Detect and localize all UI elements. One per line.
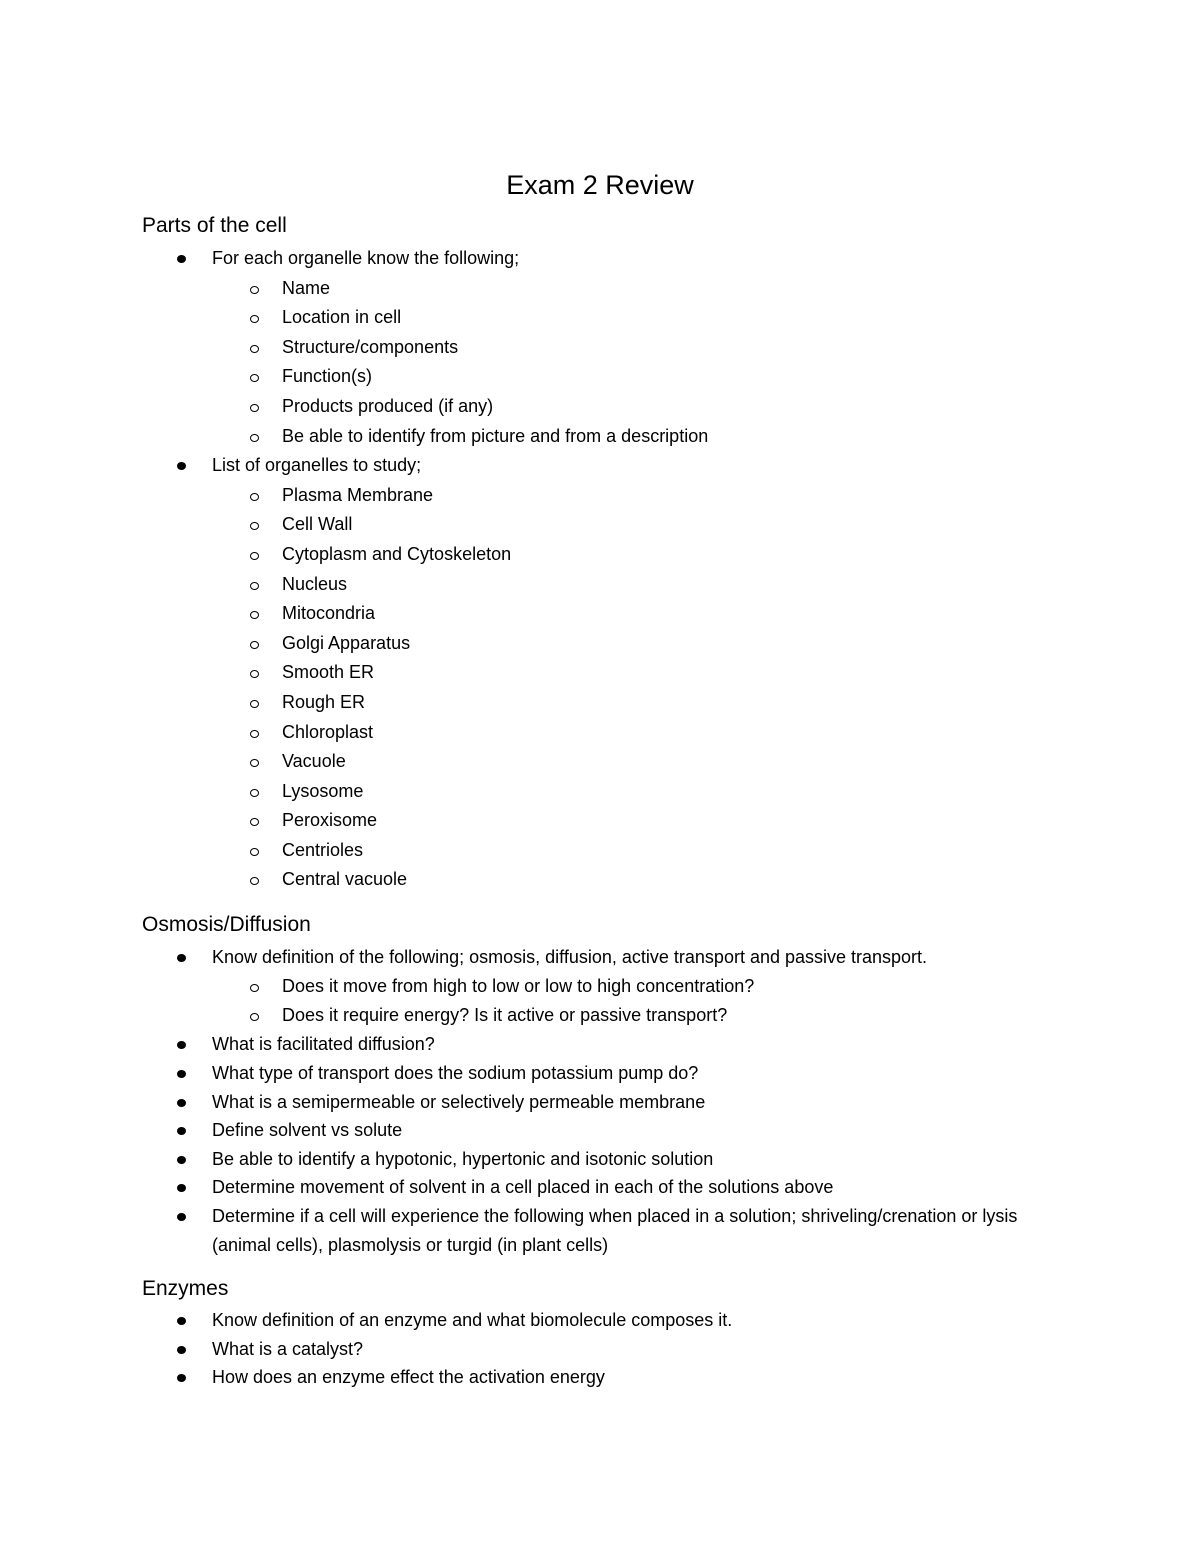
sub-list-item: Vacuole	[0, 747, 1072, 777]
section-heading-enzymes: Enzymes	[142, 1277, 229, 1300]
circle-bullet-icon	[250, 848, 259, 856]
circle-bullet-icon	[250, 789, 259, 797]
sub-list	[212, 481, 1072, 895]
circle-bullet-icon	[250, 493, 259, 501]
circle-bullet-icon	[250, 434, 259, 442]
sub-list-item: Golgi Apparatus	[0, 629, 1072, 659]
circle-bullet-icon	[250, 582, 259, 590]
list-item-text: Define solvent vs solute	[212, 1120, 403, 1141]
bullet-icon	[177, 1346, 186, 1354]
list-item-text: Determine if a cell will experience the following when placed in a solution; shriveling/crenation or lysis (animal cells), plasmolysis or turgid (in plant cells)	[212, 1205, 1018, 1255]
circle-bullet-icon	[250, 404, 259, 412]
bullet-icon	[177, 1127, 186, 1135]
list-item	[0, 1173, 1072, 1202]
page-title: Exam 2 Review	[506, 170, 694, 200]
list-item	[0, 1088, 1072, 1117]
section-heading-osmosis-diffusion: Osmosis/Diffusion	[142, 913, 311, 936]
sub-list-item: Be able to identify from picture and from a description	[0, 422, 1072, 452]
list-item	[0, 1116, 1072, 1145]
list-item	[0, 1306, 1072, 1335]
sub-list-item: Does it move from high to low or low to high concentration?	[0, 972, 1072, 1001]
circle-bullet-icon	[250, 984, 259, 992]
sub-list-item: Cytoplasm and Cytoskeleton	[0, 540, 1072, 570]
bullet-icon	[177, 954, 186, 962]
bullet-icon	[177, 1099, 186, 1107]
sub-list-item: Central vacuole	[0, 865, 1072, 895]
circle-bullet-icon	[250, 641, 259, 649]
sub-list-item: Location in cell	[0, 303, 1072, 333]
section-heading-parts-of-cell: Parts of the cell	[142, 214, 287, 237]
sub-list-item: Centrioles	[0, 836, 1072, 866]
sub-list-item: Function(s)	[0, 362, 1072, 392]
bullet-icon	[177, 462, 186, 470]
list-item	[0, 451, 1072, 895]
list-item-text: What is facilitated diffusion?	[212, 1034, 435, 1055]
bullet-list-parts-of-cell	[0, 244, 1200, 895]
bullet-icon	[177, 1184, 186, 1192]
list-item-text: For each organelle know the following;	[212, 248, 520, 268]
bullet-icon	[177, 1213, 186, 1221]
list-item-text: Know definition of an enzyme and what biomolecule composes it.	[212, 1310, 733, 1330]
list-item-text: What is a semipermeable or selectively permeable membrane	[212, 1091, 706, 1112]
bullet-icon	[177, 1156, 186, 1164]
sub-list-item: Rough ER	[0, 688, 1072, 718]
list-item-text: Be able to identify a hypotonic, hypertonic and isotonic solution	[212, 1148, 714, 1169]
list-item	[0, 1145, 1072, 1174]
list-item-text: Know definition of the following; osmosis, diffusion, active transport and passive transport.	[212, 947, 928, 967]
sub-list-item: Does it require energy? Is it active or passive transport?	[0, 1001, 1072, 1030]
bullet-icon	[177, 1317, 186, 1325]
list-item-text: Determine movement of solvent in a cell placed in each of the solutions above	[212, 1177, 834, 1198]
list-item-text: What type of transport does the sodium potassium pump do?	[212, 1063, 699, 1083]
sub-list	[212, 274, 1072, 452]
list-item	[0, 1335, 1072, 1364]
list-item	[0, 1363, 1072, 1392]
sub-list-item: Smooth ER	[0, 658, 1072, 688]
list-item	[0, 244, 1072, 451]
circle-bullet-icon	[250, 286, 259, 294]
list-item	[0, 1202, 1072, 1259]
list-item-text: List of organelles to study;	[212, 455, 422, 476]
sub-list-item: Chloroplast	[0, 718, 1072, 748]
sub-list-item: Mitocondria	[0, 599, 1072, 629]
bullet-icon	[177, 1374, 186, 1382]
sub-list-item: Nucleus	[0, 570, 1072, 600]
list-item	[0, 943, 1072, 1030]
list-item-text: How does an enzyme effect the activation energy	[212, 1367, 605, 1388]
bullet-icon	[177, 255, 186, 263]
sub-list-item: Name	[0, 274, 1072, 304]
circle-bullet-icon	[250, 345, 259, 353]
sub-list-item: Products produced (if any)	[0, 392, 1072, 422]
bullet-list-enzymes	[0, 1306, 1200, 1392]
sub-list-item: Peroxisome	[0, 806, 1072, 836]
sub-list-item: Structure/components	[0, 333, 1072, 363]
sub-list-item: Lysosome	[0, 777, 1072, 807]
circle-bullet-icon	[250, 1013, 259, 1021]
bullet-icon	[177, 1070, 186, 1078]
sub-list-item: Plasma Membrane	[0, 481, 1072, 511]
bullet-list-osmosis-diffusion	[0, 943, 1200, 1259]
circle-bullet-icon	[250, 700, 259, 708]
bullet-icon	[177, 1041, 186, 1049]
circle-bullet-icon	[250, 730, 259, 738]
sub-list-item: Cell Wall	[0, 510, 1072, 540]
sub-list	[212, 972, 1072, 1031]
list-item-text: What is a catalyst?	[212, 1338, 364, 1359]
list-item	[0, 1059, 1072, 1088]
circle-bullet-icon	[250, 552, 259, 560]
list-item	[0, 1030, 1072, 1059]
